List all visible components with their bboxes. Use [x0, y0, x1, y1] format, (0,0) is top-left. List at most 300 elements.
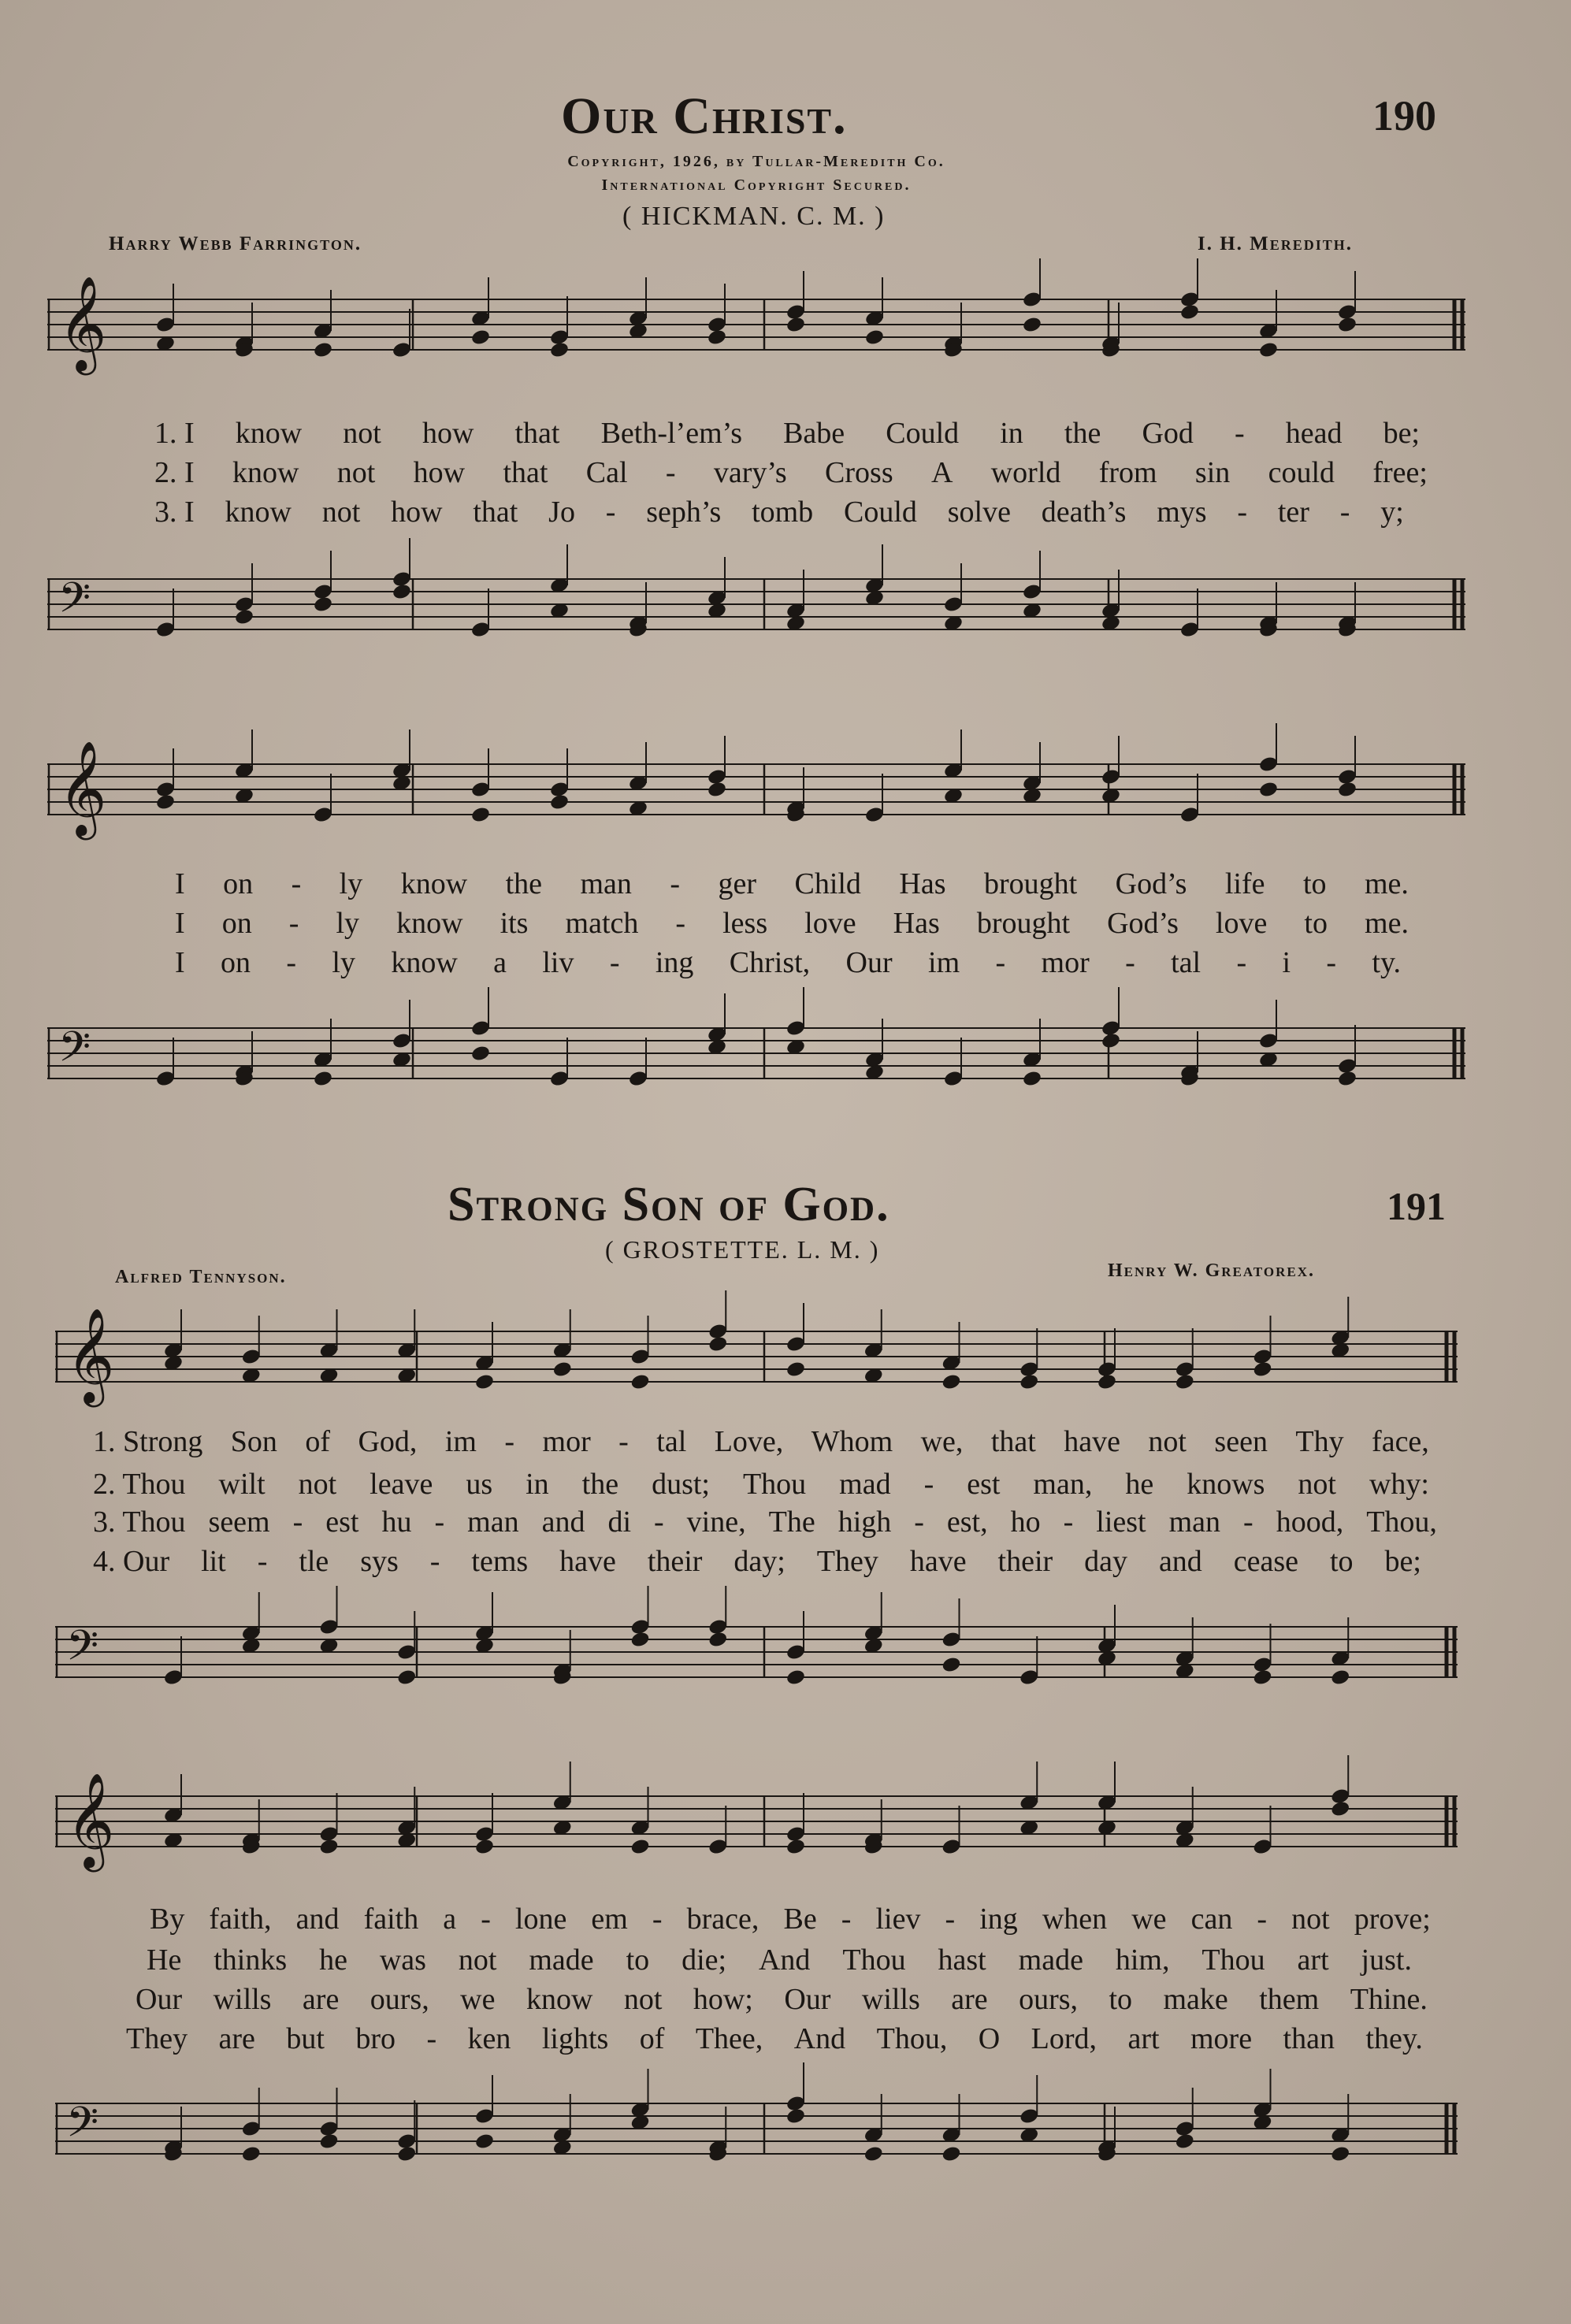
lyric-syllable: est	[967, 1468, 1001, 1501]
lyric-syllable: -	[665, 456, 676, 489]
note-head	[1022, 316, 1042, 334]
note-head	[313, 596, 333, 614]
lyric-syllable: solve	[947, 496, 1011, 529]
lyric-syllable: in	[526, 1468, 549, 1501]
lyric-syllable: mor	[1041, 946, 1090, 979]
bass-staff	[47, 1004, 1481, 1123]
lyric-line	[175, 867, 1409, 901]
note-head	[470, 1045, 491, 1063]
lyric-syllable: -	[1234, 417, 1245, 450]
lyric-syllable: match	[565, 907, 639, 940]
lyric-syllable: -	[481, 1903, 491, 1936]
note-head	[155, 793, 176, 811]
lyric-syllable: more	[1190, 2022, 1253, 2055]
treble-staff	[55, 1773, 1473, 1891]
lyric-syllable: Son	[230, 1425, 277, 1458]
note-head	[707, 781, 727, 799]
note-head	[549, 341, 570, 359]
note-head	[474, 1838, 495, 1856]
lyric-syllable: made	[529, 1943, 594, 1977]
hymn-title: Our Christ.	[561, 87, 848, 145]
note-head	[552, 1361, 573, 1379]
lyric-syllable: its	[500, 907, 529, 940]
tune-name: ( GROSTETTE. L. M. )	[605, 1235, 880, 1264]
lyric-syllable: head	[1285, 417, 1343, 450]
lyric-syllable: Could	[844, 496, 917, 529]
lyric-syllable: be;	[1384, 1545, 1421, 1578]
lyric-syllable: that	[514, 417, 560, 450]
lyric-syllable: im	[444, 1425, 477, 1458]
lyric-syllable: life	[1224, 867, 1265, 900]
lyric-syllable: Thine.	[1350, 1983, 1428, 2016]
lyric-syllable: cease	[1233, 1545, 1299, 1578]
lyric-syllable: -	[670, 867, 681, 900]
lyric-syllable: ours,	[1019, 1983, 1079, 2016]
lyric-syllable: Beth-l’em’s	[600, 417, 742, 450]
lyric-syllable: to	[1109, 1983, 1133, 2016]
lyric-syllable: -	[605, 496, 616, 529]
lyric-syllable: Thou,	[1366, 1505, 1437, 1539]
lyric-syllable: Has	[893, 907, 940, 940]
note-head	[1175, 1373, 1195, 1391]
lyric-syllable: how	[422, 417, 474, 450]
note-head	[318, 2133, 339, 2151]
lyric-syllable: hast	[938, 1943, 986, 1977]
lyric-syllable: can	[1190, 1903, 1233, 1936]
note-head	[313, 1070, 333, 1088]
lyric-syllable: Thy	[1295, 1425, 1344, 1458]
lyric-syllable: vary’s	[713, 456, 787, 489]
lyric-syllable: man,	[1033, 1468, 1093, 1501]
lyric-line	[150, 1902, 1431, 1936]
lyric-syllable: ours,	[370, 1983, 429, 2016]
lyric-syllable: O	[978, 2022, 1001, 2055]
note-head	[396, 1669, 417, 1687]
lyric-syllable: have	[909, 1545, 967, 1578]
lyric-syllable: seen	[1214, 1425, 1268, 1458]
lyric-syllable: wills	[213, 1983, 272, 2016]
lyric-syllable: ken	[467, 2022, 511, 2055]
lyric-syllable: i	[1282, 946, 1291, 979]
author-credit: Alfred Tennyson.	[115, 1267, 287, 1287]
lyric-syllable: know	[391, 946, 458, 979]
author-credit: Harry Webb Farrington.	[109, 233, 362, 254]
lyric-line	[154, 495, 1404, 529]
lyric-syllable: we	[1131, 1903, 1167, 1936]
lyric-syllable: ho	[1010, 1505, 1041, 1539]
note-head	[941, 2145, 961, 2163]
note-head	[392, 583, 412, 601]
lyric-syllable: liev	[875, 1903, 921, 1936]
note-head	[1258, 341, 1279, 359]
lyric-line	[126, 2021, 1423, 2056]
lyric-syllable: And	[758, 1943, 811, 1977]
note-head	[864, 329, 885, 347]
lyric-syllable: -	[1236, 946, 1247, 979]
lyric-syllable: when	[1042, 1903, 1108, 1936]
lyric-syllable: tle	[299, 1545, 329, 1578]
lyric-syllable: Our	[845, 946, 893, 979]
lyric-syllable: wilt	[218, 1468, 266, 1501]
lyric-syllable: of	[305, 1425, 331, 1458]
treble-clef-icon: 𝄞	[66, 1307, 115, 1403]
note-head	[1252, 1669, 1272, 1687]
lyric-syllable: have	[559, 1545, 616, 1578]
lyric-syllable: 3. Thou	[93, 1505, 186, 1539]
lyric-syllable: -	[841, 1903, 852, 1936]
lyric-syllable: art	[1297, 1943, 1329, 1977]
lyric-syllable: brought	[976, 907, 1071, 940]
lyric-syllable: thinks	[214, 1943, 288, 1977]
note-head	[707, 329, 727, 347]
lyric-syllable: know	[396, 907, 463, 940]
lyric-syllable: liest	[1096, 1505, 1146, 1539]
lyric-syllable: man	[580, 867, 632, 900]
hymn-number: 190	[1372, 92, 1436, 139]
lyric-line	[175, 906, 1409, 941]
lyric-syllable: -	[504, 1425, 515, 1458]
lyric-syllable: made	[1018, 1943, 1083, 1977]
composer-credit: I. H. Meredith.	[1198, 233, 1354, 254]
lyric-syllable: ly	[336, 907, 360, 940]
lyric-syllable: on	[221, 907, 252, 940]
lyric-syllable: faith	[363, 1903, 419, 1936]
lyric-syllable: could	[1268, 456, 1335, 489]
lyric-syllable: and	[295, 1903, 340, 1936]
lyric-syllable: -	[1257, 1903, 1268, 1936]
lyric-syllable: They	[816, 1545, 878, 1578]
lyric-line	[147, 1943, 1412, 1977]
note-head	[1179, 303, 1200, 321]
lyric-syllable: est	[325, 1505, 359, 1539]
lyric-syllable: tal	[656, 1425, 687, 1458]
note-head	[1022, 1070, 1042, 1088]
lyric-line	[93, 1424, 1429, 1459]
lyric-syllable: Be	[783, 1903, 817, 1936]
lyric-syllable: know	[400, 867, 468, 900]
copyright-line: Copyright, 1926, by Tullar-Meredith Co.	[567, 153, 945, 170]
hymn-title: Strong Son of God.	[448, 1178, 890, 1231]
lyric-line	[93, 1544, 1421, 1579]
lyric-syllable: 2. Thou	[93, 1468, 186, 1501]
lyric-syllable: God’s	[1115, 867, 1187, 900]
note-head	[1175, 2133, 1195, 2151]
lyric-syllable: love	[804, 907, 856, 940]
lyric-syllable: wills	[861, 1983, 920, 2016]
lyric-syllable: in	[1000, 417, 1023, 450]
lyric-line	[175, 945, 1401, 980]
note-head	[630, 1373, 650, 1391]
lyric-syllable: ly	[332, 946, 355, 979]
lyric-syllable: A	[930, 456, 953, 489]
lyric-syllable: lone	[514, 1903, 567, 1936]
hymn-number: 191	[1387, 1184, 1446, 1228]
note-head	[786, 1669, 806, 1687]
lyric-syllable: not	[1298, 1468, 1336, 1501]
lyric-syllable: Cal	[585, 456, 628, 489]
lyric-syllable: know	[232, 456, 299, 489]
lyric-syllable: By	[150, 1903, 185, 1936]
bass-clef-icon: 𝄢	[58, 1023, 91, 1082]
note-head	[1337, 316, 1357, 334]
lyric-syllable: world	[990, 456, 1061, 489]
lyric-syllable: the	[1064, 417, 1101, 450]
lyric-syllable: love	[1215, 907, 1268, 940]
note-head	[318, 1838, 339, 1856]
note-head	[1337, 1070, 1357, 1088]
lyric-syllable: ly	[339, 867, 363, 900]
lyric-syllable: a	[443, 1903, 457, 1936]
lyric-syllable: Our	[136, 1983, 183, 2016]
lyric-syllable: -	[618, 1425, 629, 1458]
lyric-syllable: the	[505, 867, 543, 900]
lyric-syllable: est,	[946, 1505, 988, 1539]
lyric-syllable: God	[1142, 417, 1194, 450]
lyric-syllable: why:	[1369, 1468, 1429, 1501]
lyric-syllable: Love,	[714, 1425, 784, 1458]
lyric-syllable: -	[609, 946, 620, 979]
lyric-syllable: Cross	[825, 456, 893, 489]
lyric-syllable: how;	[693, 1983, 753, 2016]
bass-staff	[47, 555, 1481, 674]
lyric-syllable: knows	[1187, 1468, 1265, 1501]
lyric-syllable: y;	[1380, 496, 1404, 529]
lyric-syllable: not	[343, 417, 381, 450]
lyric-syllable: -	[288, 907, 299, 940]
lyric-syllable: leave	[370, 1468, 433, 1501]
lyric-syllable: brace,	[686, 1903, 760, 1936]
tune-name: ( HICKMAN. C. M. )	[622, 202, 886, 231]
lyric-syllable: their	[647, 1545, 703, 1578]
lyric-syllable: day	[1084, 1545, 1127, 1578]
note-head	[1252, 1361, 1272, 1379]
lyric-syllable: tomb	[752, 496, 814, 529]
lyric-line	[93, 1505, 1437, 1539]
lyric-syllable: that	[990, 1425, 1036, 1458]
lyric-syllable: me.	[1364, 867, 1409, 900]
lyric-syllable: lit	[201, 1545, 226, 1578]
lyric-syllable: -	[286, 946, 297, 979]
lyric-syllable: Has	[899, 867, 946, 900]
note-head	[1330, 2145, 1350, 2163]
copyright-secured-line: International Copyright Secured.	[601, 176, 912, 194]
lyric-syllable: not	[623, 1983, 663, 2016]
lyric-syllable: Thou	[1201, 1943, 1265, 1977]
lyric-syllable: not	[298, 1468, 337, 1501]
lyric-syllable: know	[526, 1983, 593, 2016]
note-head	[941, 1373, 961, 1391]
treble-clef-icon: 𝄞	[66, 1772, 115, 1868]
lyric-syllable: Thou	[842, 1943, 906, 1977]
lyric-syllable: tems	[471, 1545, 529, 1578]
lyric-syllable: 1. I	[154, 417, 195, 450]
lyric-syllable: that	[503, 456, 548, 489]
note-head	[474, 2133, 495, 2151]
lyric-syllable: 4. Our	[93, 1545, 170, 1578]
lyric-syllable: we,	[920, 1425, 964, 1458]
lyric-syllable: -	[914, 1505, 924, 1539]
lyric-syllable: mad	[839, 1468, 891, 1501]
lyric-syllable: high	[837, 1505, 892, 1539]
lyric-syllable: Jo	[548, 496, 575, 529]
lyric-syllable: have	[1064, 1425, 1120, 1458]
lyric-syllable: -	[426, 2022, 437, 2055]
lyric-syllable: ing	[979, 1903, 1018, 1936]
lyric-syllable: make	[1163, 1983, 1228, 2016]
lyric-syllable: us	[466, 1468, 493, 1501]
lyric-syllable: -	[429, 1545, 440, 1578]
lyric-syllable: dust;	[652, 1468, 710, 1501]
lyric-syllable: are	[951, 1983, 988, 2016]
lyric-syllable: ger	[718, 867, 757, 900]
note-head	[1097, 1373, 1117, 1391]
lyric-syllable: Thou,	[876, 2022, 948, 2055]
lyric-syllable: not	[1148, 1425, 1187, 1458]
lyric-syllable: -	[995, 946, 1006, 979]
lyric-syllable: free;	[1372, 456, 1428, 489]
lyric-syllable: vine,	[686, 1505, 746, 1539]
lyric-syllable: me.	[1365, 907, 1409, 940]
lyric-line	[136, 1982, 1428, 2017]
lyric-syllable: they.	[1365, 2022, 1423, 2055]
note-head	[470, 329, 491, 347]
lyric-syllable: ty.	[1372, 946, 1401, 979]
note-head	[863, 2145, 884, 2163]
treble-staff	[47, 741, 1481, 859]
lyric-syllable: but	[286, 2022, 325, 2055]
lyric-syllable: Thou	[742, 1468, 807, 1501]
lyric-syllable: tal	[1171, 946, 1201, 979]
lyric-syllable: was	[379, 1943, 426, 1977]
lyric-syllable: art	[1127, 2022, 1160, 2055]
lyric-syllable: I	[175, 907, 185, 940]
lyric-syllable: seem	[208, 1505, 270, 1539]
lyric-syllable: are	[302, 1983, 340, 2016]
note-head	[1019, 1373, 1039, 1391]
lyric-syllable: The	[768, 1505, 815, 1539]
lyric-syllable: on	[221, 946, 251, 979]
lyric-syllable: be;	[1383, 417, 1420, 450]
lyric-syllable: Whom	[811, 1425, 893, 1458]
lyric-syllable: im	[928, 946, 960, 979]
lyric-syllable: that	[473, 496, 518, 529]
lyric-line	[154, 416, 1420, 451]
lyric-syllable: sys	[360, 1545, 399, 1578]
lyric-syllable: him,	[1115, 1943, 1170, 1977]
lyric-syllable: to	[1329, 1545, 1354, 1578]
lyric-syllable: them	[1259, 1983, 1320, 2016]
note-head	[708, 1631, 728, 1649]
lyric-syllable: just.	[1361, 1943, 1412, 1977]
lyric-syllable: not	[1291, 1903, 1330, 1936]
lyric-syllable: less	[722, 907, 768, 940]
note-head	[786, 1361, 806, 1379]
lyric-line	[93, 1467, 1429, 1502]
lyric-syllable: God,	[358, 1425, 418, 1458]
lyric-syllable: death’s	[1041, 496, 1127, 529]
lyric-syllable: -	[292, 1505, 303, 1539]
note-head	[786, 1838, 806, 1856]
note-head	[1101, 1032, 1121, 1050]
lyric-syllable: I	[175, 867, 185, 900]
note-head	[313, 341, 333, 359]
lyric-syllable: how	[391, 496, 443, 529]
treble-clef-icon: 𝄞	[58, 740, 107, 836]
lyric-syllable: -	[291, 867, 302, 900]
lyric-syllable: mor	[542, 1425, 591, 1458]
lyric-syllable: And	[793, 2022, 846, 2055]
lyric-syllable: Christ,	[729, 946, 811, 979]
lyric-syllable: mys	[1157, 496, 1207, 529]
note-head	[630, 1631, 650, 1649]
lyric-syllable: -	[434, 1505, 445, 1539]
lyric-syllable: hu	[381, 1505, 412, 1539]
lyric-syllable: -	[1237, 496, 1248, 529]
lyric-syllable: not	[336, 456, 376, 489]
bass-staff	[55, 2080, 1473, 2198]
lyric-syllable: Child	[794, 867, 861, 900]
lyric-syllable: how	[413, 456, 466, 489]
lyric-syllable: I	[175, 946, 185, 979]
bass-clef-icon: 𝄢	[66, 1622, 99, 1680]
lyric-syllable: 2. I	[154, 456, 195, 489]
note-head	[234, 608, 254, 626]
lyric-syllable: face,	[1372, 1425, 1429, 1458]
lyric-syllable: the	[581, 1468, 619, 1501]
lyric-syllable: -	[654, 1505, 664, 1539]
lyric-syllable: -	[652, 1903, 663, 1936]
lyric-syllable: Lord,	[1031, 2022, 1097, 2055]
lyric-syllable: on	[223, 867, 254, 900]
lyric-syllable: di	[607, 1505, 632, 1539]
lyric-syllable: man	[1168, 1505, 1221, 1539]
note-head	[708, 1335, 728, 1353]
lyric-syllable: their	[997, 1545, 1053, 1578]
lyric-syllable: 3. I	[154, 496, 195, 529]
lyric-syllable: from	[1098, 456, 1157, 489]
lyric-syllable: of	[639, 2022, 665, 2055]
lyric-syllable: liv	[542, 946, 574, 979]
lyric-syllable: seph’s	[646, 496, 722, 529]
note-head	[786, 316, 806, 334]
note-head	[549, 793, 570, 811]
note-head	[396, 2145, 417, 2163]
lyric-syllable: he	[1125, 1468, 1154, 1501]
treble-staff	[55, 1308, 1473, 1426]
lyric-syllable: -	[257, 1545, 268, 1578]
lyric-syllable: Could	[886, 417, 960, 450]
lyric-syllable: to	[1302, 867, 1327, 900]
lyric-syllable: -	[945, 1903, 956, 1936]
lyric-syllable: we	[460, 1983, 496, 2016]
lyric-syllable: know	[235, 417, 303, 450]
lyric-syllable: God’s	[1107, 907, 1179, 940]
lyric-syllable: day;	[734, 1545, 786, 1578]
lyric-syllable: em	[591, 1903, 628, 1936]
lyric-syllable: lights	[541, 2022, 609, 2055]
bass-staff	[55, 1603, 1473, 1721]
note-head	[786, 2107, 806, 2125]
lyric-syllable: not	[321, 496, 361, 529]
lyric-syllable: Babe	[783, 417, 845, 450]
lyric-syllable: bro	[355, 2022, 396, 2055]
note-head	[1330, 1800, 1350, 1818]
lyric-syllable: he	[319, 1943, 347, 1977]
lyric-syllable: are	[218, 2022, 255, 2055]
note-head	[241, 2145, 262, 2163]
lyric-syllable: not	[458, 1943, 497, 1977]
lyric-syllable: to	[1304, 907, 1328, 940]
